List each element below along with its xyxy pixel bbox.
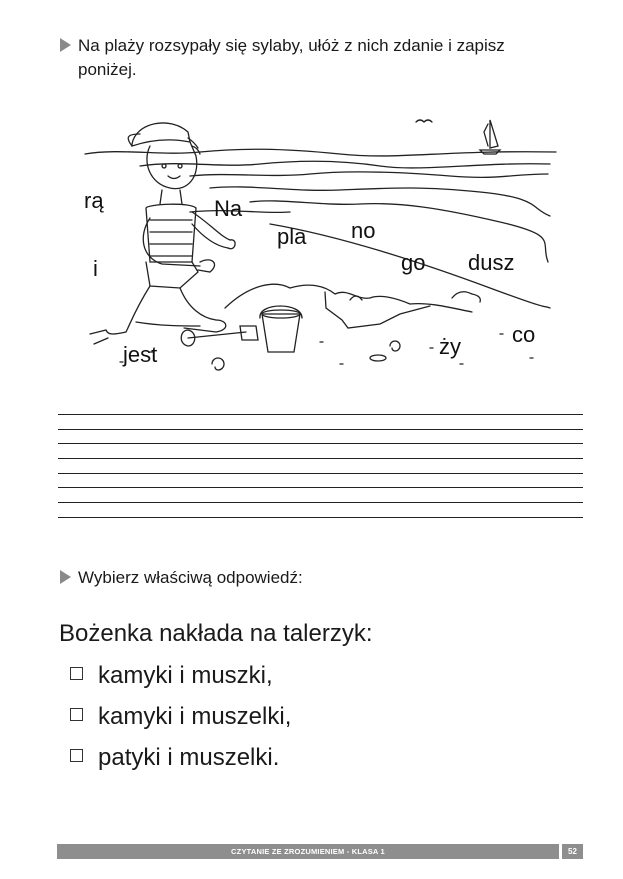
task2-instruction xyxy=(60,566,303,590)
syllable: i xyxy=(93,256,98,281)
beach-illustration xyxy=(80,112,560,380)
syllable: dusz xyxy=(468,250,515,275)
answer-option[interactable] xyxy=(70,703,291,731)
task1-instruction xyxy=(60,34,580,82)
syllable: no xyxy=(351,218,376,243)
writing-line[interactable] xyxy=(58,458,583,459)
triangle-bullet-icon xyxy=(60,570,71,584)
task2-instruction-text: Wybierz właściwą odpowiedź: xyxy=(78,568,303,587)
syllable: rą xyxy=(84,188,104,213)
writing-line[interactable] xyxy=(58,473,583,474)
writing-line[interactable] xyxy=(58,429,583,430)
footer-title: CZYTANIE ZE ZROZUMIENIEM - KLASA 1 xyxy=(57,844,559,859)
task1-instruction-line1: Na plaży rozsypały się sylaby, ułóż z nich zdanie i zapisz xyxy=(78,36,505,55)
writing-line[interactable] xyxy=(58,443,583,444)
writing-line[interactable] xyxy=(58,487,583,488)
beach-drawing xyxy=(80,112,560,380)
answer-option-label: kamyki i muszki, xyxy=(98,662,273,689)
syllable: go xyxy=(401,250,426,275)
question-text: Bożenka nakłada na talerzyk: xyxy=(59,620,373,647)
syllable: ży xyxy=(439,334,461,359)
writing-line[interactable] xyxy=(58,502,583,503)
writing-line[interactable] xyxy=(58,414,583,415)
task1-instruction-line2: poniżej. xyxy=(78,60,137,79)
checkbox[interactable] xyxy=(70,667,83,680)
writing-line[interactable] xyxy=(58,517,583,518)
syllable: co xyxy=(512,322,536,347)
answer-option[interactable] xyxy=(70,662,273,690)
syllable: pla xyxy=(277,224,307,249)
answer-option-label: kamyki i muszelki, xyxy=(98,703,292,730)
triangle-bullet-icon xyxy=(60,38,71,52)
checkbox[interactable] xyxy=(70,708,83,721)
checkbox[interactable] xyxy=(70,749,83,762)
syllable: jest xyxy=(123,342,158,367)
page-number: 52 xyxy=(562,844,583,859)
answer-option-label: patyki i muszelki. xyxy=(98,744,280,771)
answer-option[interactable] xyxy=(70,744,279,772)
syllable: Na xyxy=(214,196,243,221)
